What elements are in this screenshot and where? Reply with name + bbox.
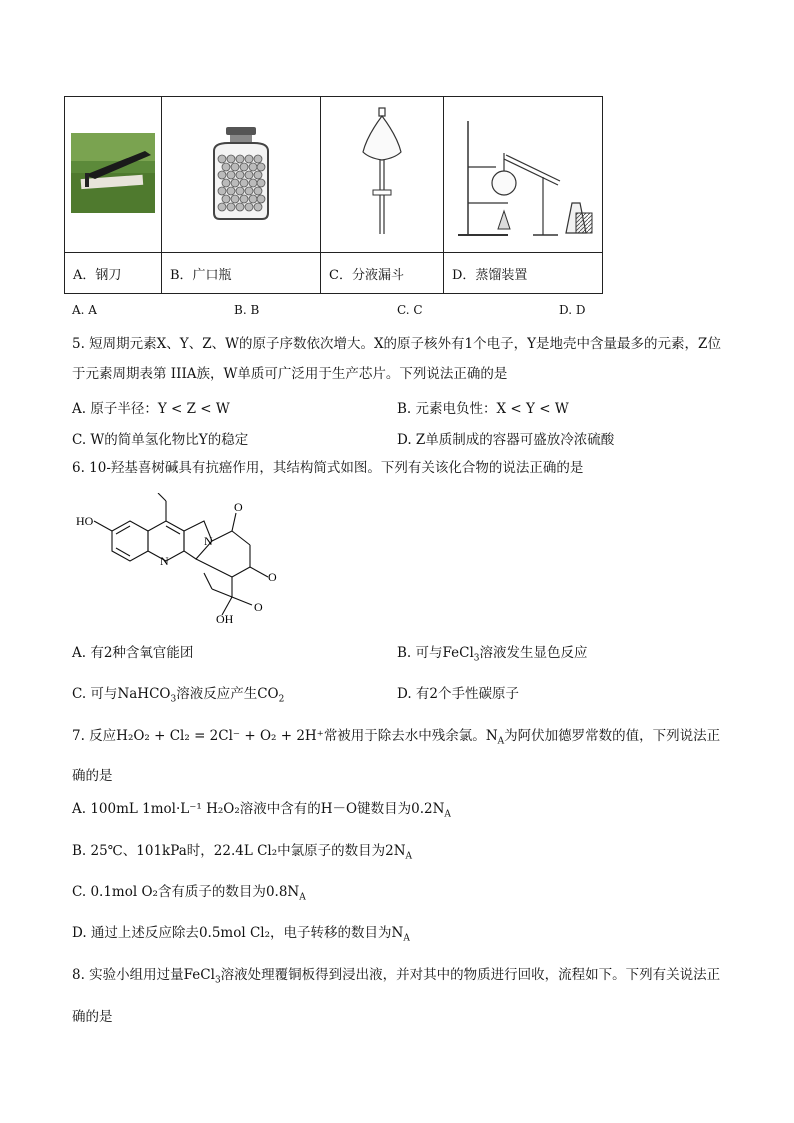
- q7-b-prefix: B. 25℃、101kPa时，: [72, 843, 214, 859]
- q7-b-sub: A: [405, 851, 413, 862]
- q6-c-formula2: CO: [257, 686, 279, 702]
- caption-d: D．蒸馏装置: [444, 253, 603, 294]
- mol-label-n1: N: [160, 554, 169, 568]
- separatory-funnel-icon: [357, 106, 407, 240]
- q4-option-b[interactable]: B. B: [234, 303, 260, 317]
- steel-knife-image-cell: [65, 97, 162, 253]
- q7-b-expr: 22.4L Cl₂: [213, 843, 278, 859]
- q8-sub: 3: [214, 975, 221, 986]
- molecule-structure: [72, 493, 282, 625]
- q6-options-row2: [72, 682, 732, 705]
- mol-label-o2: O: [268, 570, 277, 584]
- q6-c-formula: NaHCO: [117, 686, 171, 702]
- q7-option-a[interactable]: [72, 797, 732, 820]
- q6-c-sub: 3: [170, 694, 177, 705]
- q7-d-sub: A: [403, 933, 410, 944]
- q7-na: N: [485, 728, 498, 744]
- q6-option-c[interactable]: [72, 686, 285, 705]
- q5-stem: 5. 短周期元素X、Y、Z、W的原子序数依次增大。X的原子核外有1个电子，Y是地壳中含量最多的元素，Z位于元素周期表第 IIIA族，W单质可广泛用于生产芯片。下列说法正确的是: [72, 336, 721, 382]
- q7-na-sub: A: [497, 736, 505, 747]
- q5-option-c[interactable]: C. W的简单氢化物比Y的稳定: [72, 432, 249, 448]
- q4-option-a[interactable]: A. A: [72, 303, 97, 317]
- q5-options-row2: [72, 428, 732, 448]
- q8-formula: FeCl: [183, 967, 215, 983]
- q7-a-prefix: A.: [72, 801, 91, 817]
- equipment-table: [64, 96, 603, 294]
- q4-option-d[interactable]: D. D: [559, 303, 586, 317]
- distillation-image-cell: [444, 97, 603, 253]
- q7-a-value: 0.2N: [411, 801, 445, 817]
- q7-c-value: 0.8N: [265, 884, 300, 900]
- q6-b-suffix: 溶液发生显色反应: [479, 645, 588, 661]
- q6-stem: 6. 10-羟基喜树碱具有抗癌作用，其结构简式如图。下列有关该化合物的说法正确的是: [72, 460, 584, 476]
- q7-option-c[interactable]: [72, 880, 732, 903]
- q7-d-value: N: [391, 925, 404, 941]
- q5-options-row1: [72, 397, 732, 417]
- funnel-image-cell: [321, 97, 444, 253]
- q7-c-mid: 含有质子的数目为: [157, 884, 266, 900]
- mol-label-oh: OH: [216, 612, 234, 625]
- q7-a-mid: 溶液中含有的: [239, 801, 321, 817]
- q7-equation: H₂O₂ + Cl₂ = 2Cl⁻ + O₂ + 2H⁺: [116, 728, 324, 744]
- mol-label-n2: N: [204, 534, 213, 548]
- q7-b-mid: 中氯原子的数目为: [277, 843, 386, 859]
- q8-stem: [72, 957, 732, 1035]
- q6-b-prefix: B. 可与: [397, 645, 443, 661]
- q7-stem-suffix: 为阿伏加德罗常数的值，下列说法正确的是: [72, 728, 721, 784]
- q7-stem-mid: 常被用于除去水中残余氯。: [323, 728, 486, 744]
- q8-stem-suffix: 溶液处理覆铜板得到浸出液，并对其中的物质进行回收，流程如下。下列有关说法正确的是: [72, 967, 721, 1025]
- q7-c-prefix: C.: [72, 884, 91, 900]
- q5-option-a[interactable]: A. 原子半径：Y < Z < W: [72, 401, 230, 417]
- q7-option-d[interactable]: [72, 921, 732, 944]
- q6-c-prefix: C. 可与: [72, 686, 118, 702]
- q6-c-sub2: 2: [278, 694, 285, 705]
- q7-a-mid2: 键数目为: [357, 801, 412, 817]
- q7-d-mid: ，电子转移的数目为: [270, 925, 392, 941]
- caption-c: C．分液漏斗: [321, 253, 444, 294]
- q7-a-expr: 100mL 1mol·L⁻¹ H₂O₂: [90, 801, 240, 817]
- q4-option-c[interactable]: C. C: [397, 303, 423, 317]
- q7-d-expr: 0.5mol Cl₂: [198, 925, 271, 941]
- caption-a: A．钢刀: [65, 253, 162, 294]
- q7-b-value: 2N: [385, 843, 406, 859]
- q6-c-mid: 溶液反应产生: [176, 686, 258, 702]
- q6-option-b[interactable]: [397, 641, 588, 664]
- q6-options-row1: [72, 641, 732, 664]
- q5-option-b[interactable]: B. 元素电负性：X < Y < W: [397, 401, 569, 417]
- q7-stem-prefix: 7. 反应: [72, 728, 117, 744]
- q6-option-a[interactable]: A. 有2种含氧官能团: [72, 645, 194, 661]
- q7-c-sub: A: [299, 892, 306, 903]
- q6-b-formula: FeCl: [442, 645, 474, 661]
- q7-c-expr: 0.1mol O₂: [90, 884, 158, 900]
- distillation-apparatus-icon: [448, 107, 598, 239]
- caption-b: B．广口瓶: [162, 253, 321, 294]
- q6-b-sub: 3: [473, 653, 480, 664]
- q7-a-bond: H－O: [320, 801, 358, 817]
- q6-option-d[interactable]: D. 有2个手性碳原子: [397, 686, 520, 702]
- jar-image-cell: [162, 97, 321, 253]
- steel-knife-icon: [71, 133, 155, 213]
- q7-a-sub: A: [444, 809, 451, 820]
- mol-label-o1: O: [234, 500, 243, 514]
- q8-stem-prefix: 8. 实验小组用过量: [72, 967, 184, 983]
- mol-label-ho: HO: [76, 514, 94, 528]
- wide-mouth-jar-icon: [206, 125, 276, 221]
- q7-stem: [72, 719, 732, 793]
- mol-label-o3: O: [254, 600, 263, 614]
- q7-option-b[interactable]: [72, 839, 732, 862]
- q5-option-d[interactable]: D. Z单质制成的容器可盛放冷浓硫酸: [397, 432, 615, 448]
- q7-d-prefix: D. 通过上述反应除去: [72, 925, 199, 941]
